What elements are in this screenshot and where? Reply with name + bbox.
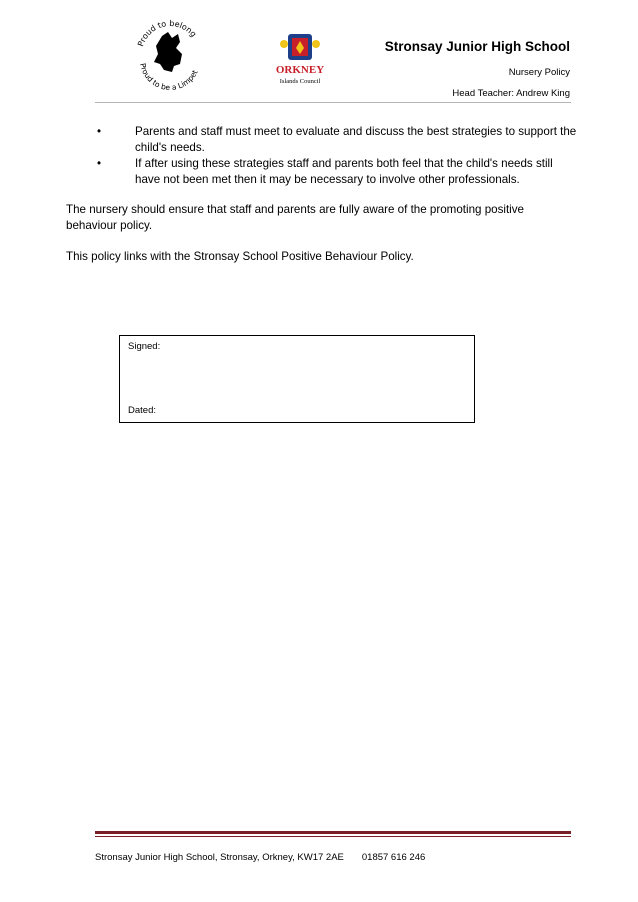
footer-divider-thin <box>95 836 571 837</box>
council-logo-sub: Islands Council <box>279 78 321 85</box>
council-logo <box>264 32 336 86</box>
logo-text-top: Proud to belong <box>136 18 199 48</box>
school-name: Stronsay Junior High School <box>384 39 570 54</box>
list-item <box>90 124 580 156</box>
bullet-icon: • <box>97 125 102 138</box>
bullet-text: If after using these strategies staff and parents both feel that the child's needs still have not been met then it may be necessary to involve other professionals. <box>135 157 553 186</box>
school-logo <box>128 8 212 92</box>
bullet-icon: • <box>97 157 102 170</box>
council-logo-name: ORKNEY <box>275 64 325 76</box>
island-silhouette-icon <box>154 32 182 72</box>
bullet-text: Parents and staff must meet to evaluate and discuss the best strategies to support the child's needs. <box>135 125 577 154</box>
dated-label: Dated: <box>128 405 156 416</box>
paragraph: The nursery should ensure that staff and parents are fully aware of the promoting positive behaviour policy. <box>66 203 524 232</box>
signed-label: Signed: <box>128 341 161 352</box>
paragraph: This policy links with the Stronsay School Positive Behaviour Policy. <box>66 250 414 263</box>
footer-phone: 01857 616 246 <box>361 852 426 863</box>
signature-box <box>119 335 475 423</box>
bullet-list <box>90 124 580 188</box>
logo-text-bottom: Proud to be a Limpet <box>138 62 200 92</box>
document-type: Nursery Policy <box>508 67 570 78</box>
list-item <box>90 156 580 188</box>
footer-address: Stronsay Junior High School, Stronsay, Orkney, KW17 2AE <box>95 852 344 863</box>
footer <box>95 852 425 863</box>
header-divider <box>95 102 571 103</box>
head-teacher: Head Teacher: Andrew King <box>452 88 570 99</box>
footer-divider <box>95 831 571 834</box>
